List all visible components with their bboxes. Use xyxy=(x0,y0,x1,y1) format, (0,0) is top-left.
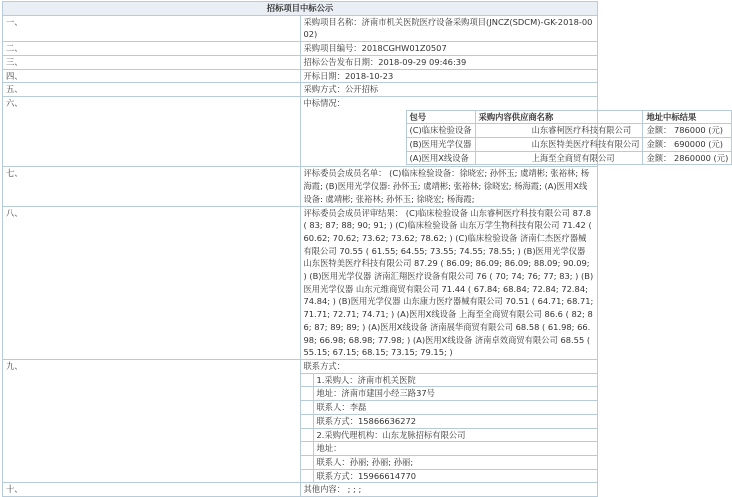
row-project-name xyxy=(3,15,598,41)
row-scores xyxy=(3,206,598,359)
row-number: 七、 xyxy=(3,167,301,206)
notice-table xyxy=(2,1,598,497)
contact-cell xyxy=(300,359,598,482)
header-content-supplier xyxy=(475,110,587,124)
row-number: 四、 xyxy=(3,69,301,83)
header-result: 中标结果 xyxy=(663,112,696,122)
bid-package: (B)医用光学仪器 xyxy=(406,138,475,152)
indent xyxy=(301,414,314,428)
procurement-method-value: 公开招标 xyxy=(345,84,378,94)
procurement-method-label: 采购方式： xyxy=(304,84,346,94)
buyer-phone: 联系方式：15866636272 xyxy=(313,414,597,428)
bid-results-table xyxy=(406,110,732,166)
bid-results-cell xyxy=(300,96,598,167)
award-notice xyxy=(2,1,598,497)
agent-name: 2.采购代理机构：山东龙脉招标有限公司 xyxy=(313,428,597,442)
header-spacer xyxy=(588,110,643,124)
project-code-cell xyxy=(300,42,598,56)
bid-result-row xyxy=(406,138,732,152)
opening-date-value: 2018-10-23 xyxy=(345,71,393,81)
row-contact xyxy=(3,359,598,482)
notice-title: 招标项目中标公示 xyxy=(3,2,598,16)
header-package: 包号 xyxy=(406,110,475,124)
row-committee xyxy=(3,167,598,206)
publish-date-cell xyxy=(300,55,598,69)
row-number: 十、 xyxy=(3,483,301,497)
opening-date-label: 开标日期： xyxy=(304,71,346,81)
indent xyxy=(301,455,314,469)
project-name-value: 济南市机关医院医疗设备采购项目(JNCZ(SDCM)-GK-2018-0002) xyxy=(304,17,593,40)
agent-contact: 联系人：孙丽; 孙丽; 孙丽; xyxy=(313,455,597,469)
row-opening-date xyxy=(3,69,598,83)
row-number: 八、 xyxy=(3,206,301,359)
indent xyxy=(301,428,314,442)
bid-result-row xyxy=(406,124,732,138)
publish-date-value: 2018-09-29 09:46:39 xyxy=(378,57,466,67)
row-number: 六、 xyxy=(3,96,301,167)
row-number: 九、 xyxy=(3,359,301,482)
indent xyxy=(301,442,314,456)
project-name-cell xyxy=(300,15,598,41)
header-supplier: 供应商名称 xyxy=(512,112,554,122)
row-project-code xyxy=(3,42,598,56)
buyer-address: 地址：济南市建国小经三路37号 xyxy=(313,387,597,401)
header-content: 采购内容 xyxy=(479,112,512,122)
header-address: 地址 xyxy=(646,112,663,122)
agent-phone: 联系方式：15966614770 xyxy=(313,469,597,482)
bid-package: (C)临床检验设备 xyxy=(406,124,475,138)
bid-amount: 金额： 2860000 (元) xyxy=(643,151,732,165)
row-other xyxy=(3,483,598,497)
procurement-method-cell xyxy=(300,83,598,97)
project-name-label: 采购项目名称： xyxy=(304,17,362,27)
contact-title: 联系方式： xyxy=(301,360,598,373)
row-number: 二、 xyxy=(3,42,301,56)
bid-amount: 金额： 690000 (元) xyxy=(643,138,732,152)
row-number: 一、 xyxy=(3,15,301,41)
indent xyxy=(301,387,314,401)
project-code-value: 2018CGHW01Z0507 xyxy=(362,43,447,53)
row-bid-results xyxy=(3,96,598,167)
row-number: 三、 xyxy=(3,55,301,69)
indent xyxy=(301,373,314,387)
agent-address: 地址： xyxy=(313,442,597,456)
bid-amount: 金额： 786000 (元) xyxy=(643,124,732,138)
contact-table xyxy=(301,360,598,482)
buyer-contact: 联系人：李磊 xyxy=(313,401,597,415)
title-row xyxy=(3,2,598,16)
bid-supplier: 山东医特美医疗科技有限公司 xyxy=(475,138,643,152)
row-publish-date xyxy=(3,55,598,69)
indent xyxy=(301,469,314,482)
indent xyxy=(301,401,314,415)
bid-supplier: 上海至全商贸有限公司 xyxy=(475,151,643,165)
buyer-name: 1.采购人：济南市机关医院 xyxy=(313,373,597,387)
other-text: 其他内容： ; ; ; xyxy=(300,483,598,497)
row-number: 五、 xyxy=(3,83,301,97)
row-procurement-method xyxy=(3,83,598,97)
bid-result-row xyxy=(406,151,732,165)
project-code-label: 采购项目编号： xyxy=(304,43,362,53)
scores-text: 评标委员会成员评审结果： (C)临床检验设备 山东睿柯医疗科技有限公司 87.8 ( 83; 87; 88; 90; 91; ) (C)临床检验设备 山东万学生物科技有限公司 71.42 ( 60.62; 70.62; 73.62; 73.62; 78.62; ) (C)临床检验设备 济南仁杰医疗器械有限公司 70.55 ( 61.55; 64.55; 73.55; 74.55; 78.55; ) (B)医用光学仪器 山东医特美医疗科技有限公司 87.29 ( 86.09; 86.09; 86.09; 88.09; 90.09; ) (B)医用光学仪器 济南汇翔医疗设备有限公司 76 ( 70; 74; 76; 77; 83; ) (B)医用光学仪器 山东元维商贸有限公司 71.44 ( 67.84; 68.84; 72.84; 72.84; 74.84; ) (B)医用光学仪器 山东康力医疗器械有限公司 70.51 ( 64.71; 68.71; 71.71; 72.71; 74.71; ) (A)医用X线设备 上海至全商贸有限公司 86.6 ( 82; 86; 87; 89; 89; ) (A)医用X线设备 济南展华商贸有限公司 68.58 ( 61.98; 66.98; 66.98; 68.98; 77.98; ) (A)医用X线设备 济南卓效商贸有限公司 68.55 ( 55.15; 67.15; 68.15; 73.15; 79.15; ) xyxy=(300,206,598,359)
publish-date-label: 招标公告发布日期： xyxy=(304,57,379,67)
bid-supplier: 山东睿柯医疗科技有限公司 xyxy=(475,124,643,138)
committee-text: 评标委员会成员名单： (C)临床检验设备：徐晓宏; 孙怀玉; 虞靖彬; 张裕林; 杨海霞; (B)医用光学仪器: 孙怀玉; 虞靖彬; 张裕林; 徐晓宏; 杨海霞; (A)医用X线设备: 虞靖彬; 张裕林; 孙怀玉; 徐晓宏; 杨海霞; xyxy=(300,167,598,206)
header-address-result xyxy=(643,110,732,124)
bid-results-label: 中标情况： xyxy=(304,97,595,110)
bid-results-header xyxy=(406,110,732,124)
opening-date-cell xyxy=(300,69,598,83)
bid-package: (A)医用X线设备 xyxy=(406,151,475,165)
